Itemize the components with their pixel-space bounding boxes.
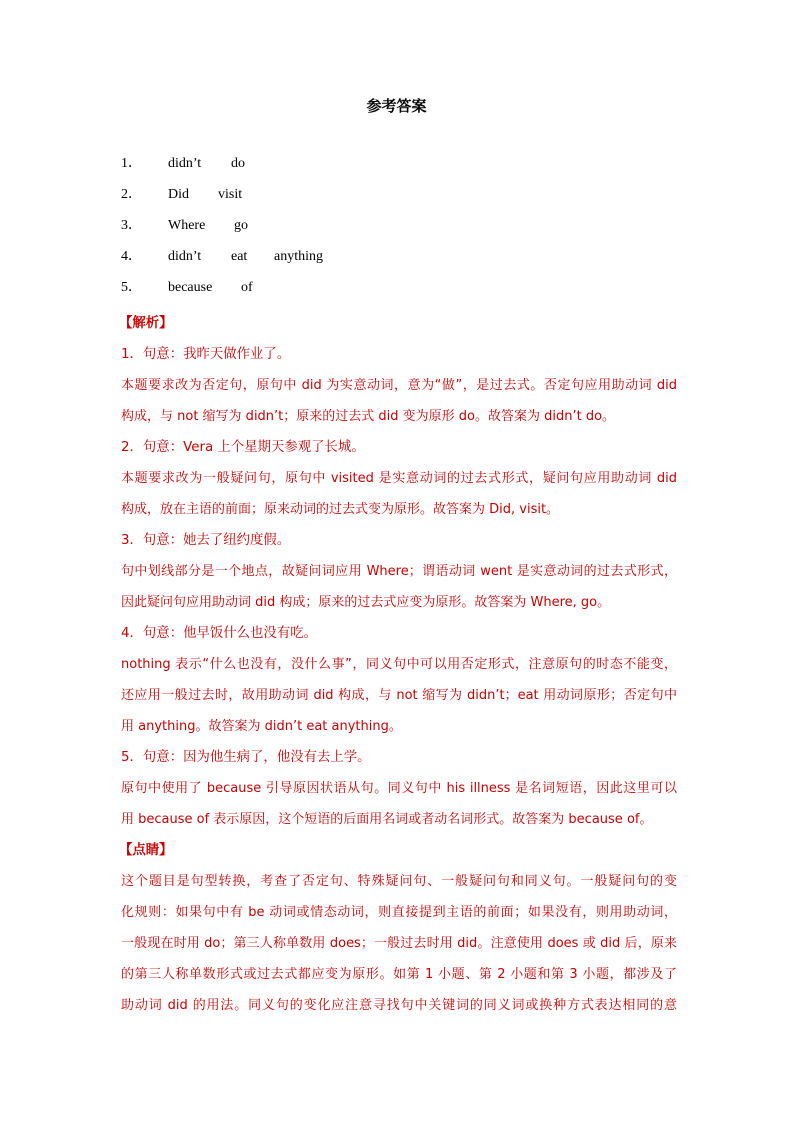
answer-number: 3． bbox=[121, 218, 142, 233]
answer-word: because bbox=[168, 280, 213, 295]
answer-word: eat bbox=[231, 249, 248, 264]
answer-word: anything bbox=[274, 249, 323, 264]
answer-row bbox=[121, 150, 681, 181]
answer-word: didn’t bbox=[168, 156, 202, 171]
answer-number: 4． bbox=[121, 249, 142, 264]
question-1-meaning: 1．句意：我昨天做作业了。 bbox=[121, 347, 291, 362]
explanation-line: 还应用一般过去时，故用助动词 did 构成，与 not 缩写为 didn’t；eat 用动词原形；否定句中 bbox=[121, 688, 677, 703]
answer-list bbox=[121, 150, 681, 305]
explanation-line: 本题要求改为否定句，原句中 did 为实意动词，意为“做”，是过去式。否定句应用助动词 did bbox=[121, 378, 677, 393]
answer-word: go bbox=[234, 218, 248, 233]
explanation-line: 用 because of 表示原因，这个短语的后面用名词或者动名词形式。故答案为 because of。 bbox=[121, 812, 653, 827]
explanation-line: 构成，与 not 缩写为 didn’t；原来的过去式 did 变为原形 do。故答案为 didn’t do。 bbox=[121, 409, 616, 424]
answer-word: Where bbox=[168, 218, 206, 233]
question-5-meaning: 5．句意：因为他生病了，他没有去上学。 bbox=[121, 750, 371, 765]
tips-line: 化规则：如果句中有 be 动词或情态动词，则直接提到主语的前面；如果没有，则用助动词， bbox=[121, 905, 677, 920]
answer-row bbox=[121, 181, 681, 212]
question-2-meaning: 2．句意：Vera 上个星期天参观了长城。 bbox=[121, 440, 365, 455]
answer-word: do bbox=[231, 156, 245, 171]
answer-number: 2． bbox=[121, 187, 142, 202]
tips-line: 的第三人称单数形式或过去式都应变为原形。如第 1 小题、第 2 小题和第 3 小题，都涉及了 bbox=[121, 967, 677, 982]
answer-number: 1． bbox=[121, 156, 142, 171]
answer-number: 5． bbox=[121, 280, 142, 295]
explanation-line: 因此疑问句应用助动词 did 构成；原来的过去式应变为原形。故答案为 Where, go。 bbox=[121, 595, 611, 610]
answer-word: of bbox=[241, 280, 253, 295]
tips-line: 一般现在时用 do；第三人称单数用 does；一般过去时用 did。注意使用 does 或 did 后，原来 bbox=[121, 936, 677, 951]
answer-row bbox=[121, 243, 681, 274]
answer-word: Did bbox=[168, 187, 189, 202]
explanation-section bbox=[121, 308, 677, 1021]
explanation-line: nothing 表示“什么也没有，没什么事”，同义句中可以用否定形式，注意原句的时态不能变， bbox=[121, 657, 677, 672]
tips-line: 这个题目是句型转换，考查了否定句、特殊疑问句、一般疑问句和同义句。一般疑问句的变 bbox=[121, 874, 677, 889]
explanation-line: 本题要求改为一般疑问句，原句中 visited 是实意动词的过去式形式，疑问句应用助动词 did bbox=[121, 471, 677, 486]
answer-word: didn’t bbox=[168, 249, 202, 264]
question-3-meaning: 3．句意：她去了纽约度假。 bbox=[121, 533, 291, 548]
answer-word: visit bbox=[218, 187, 243, 202]
page-title: 参考答案 bbox=[366, 97, 427, 115]
explanation-line: 用 anything。故答案为 didn’t eat anything。 bbox=[121, 719, 402, 734]
answer-row bbox=[121, 274, 681, 305]
tips-heading: 【点睛】 bbox=[119, 843, 173, 858]
analysis-heading: 【解析】 bbox=[119, 316, 173, 331]
explanation-line: 句中划线部分是一个地点，故疑问词应用 Where；谓语动词 went 是实意动词的过去式形式， bbox=[121, 564, 677, 579]
answer-row bbox=[121, 212, 681, 243]
tips-line: 助动词 did 的用法。同义句的变化应注意寻找句中关键词的同义词或换种方式表达相同的意 bbox=[121, 998, 677, 1013]
explanation-line: 构成，放在主语的前面；原来动词的过去式变为原形。故答案为 Did, visit。 bbox=[121, 502, 560, 517]
question-4-meaning: 4．句意：他早饭什么也没有吃。 bbox=[121, 626, 317, 641]
explanation-line: 原句中使用了 because 引导原因状语从句。同义句中 his illness 是名词短语，因此这里可以 bbox=[121, 781, 677, 796]
